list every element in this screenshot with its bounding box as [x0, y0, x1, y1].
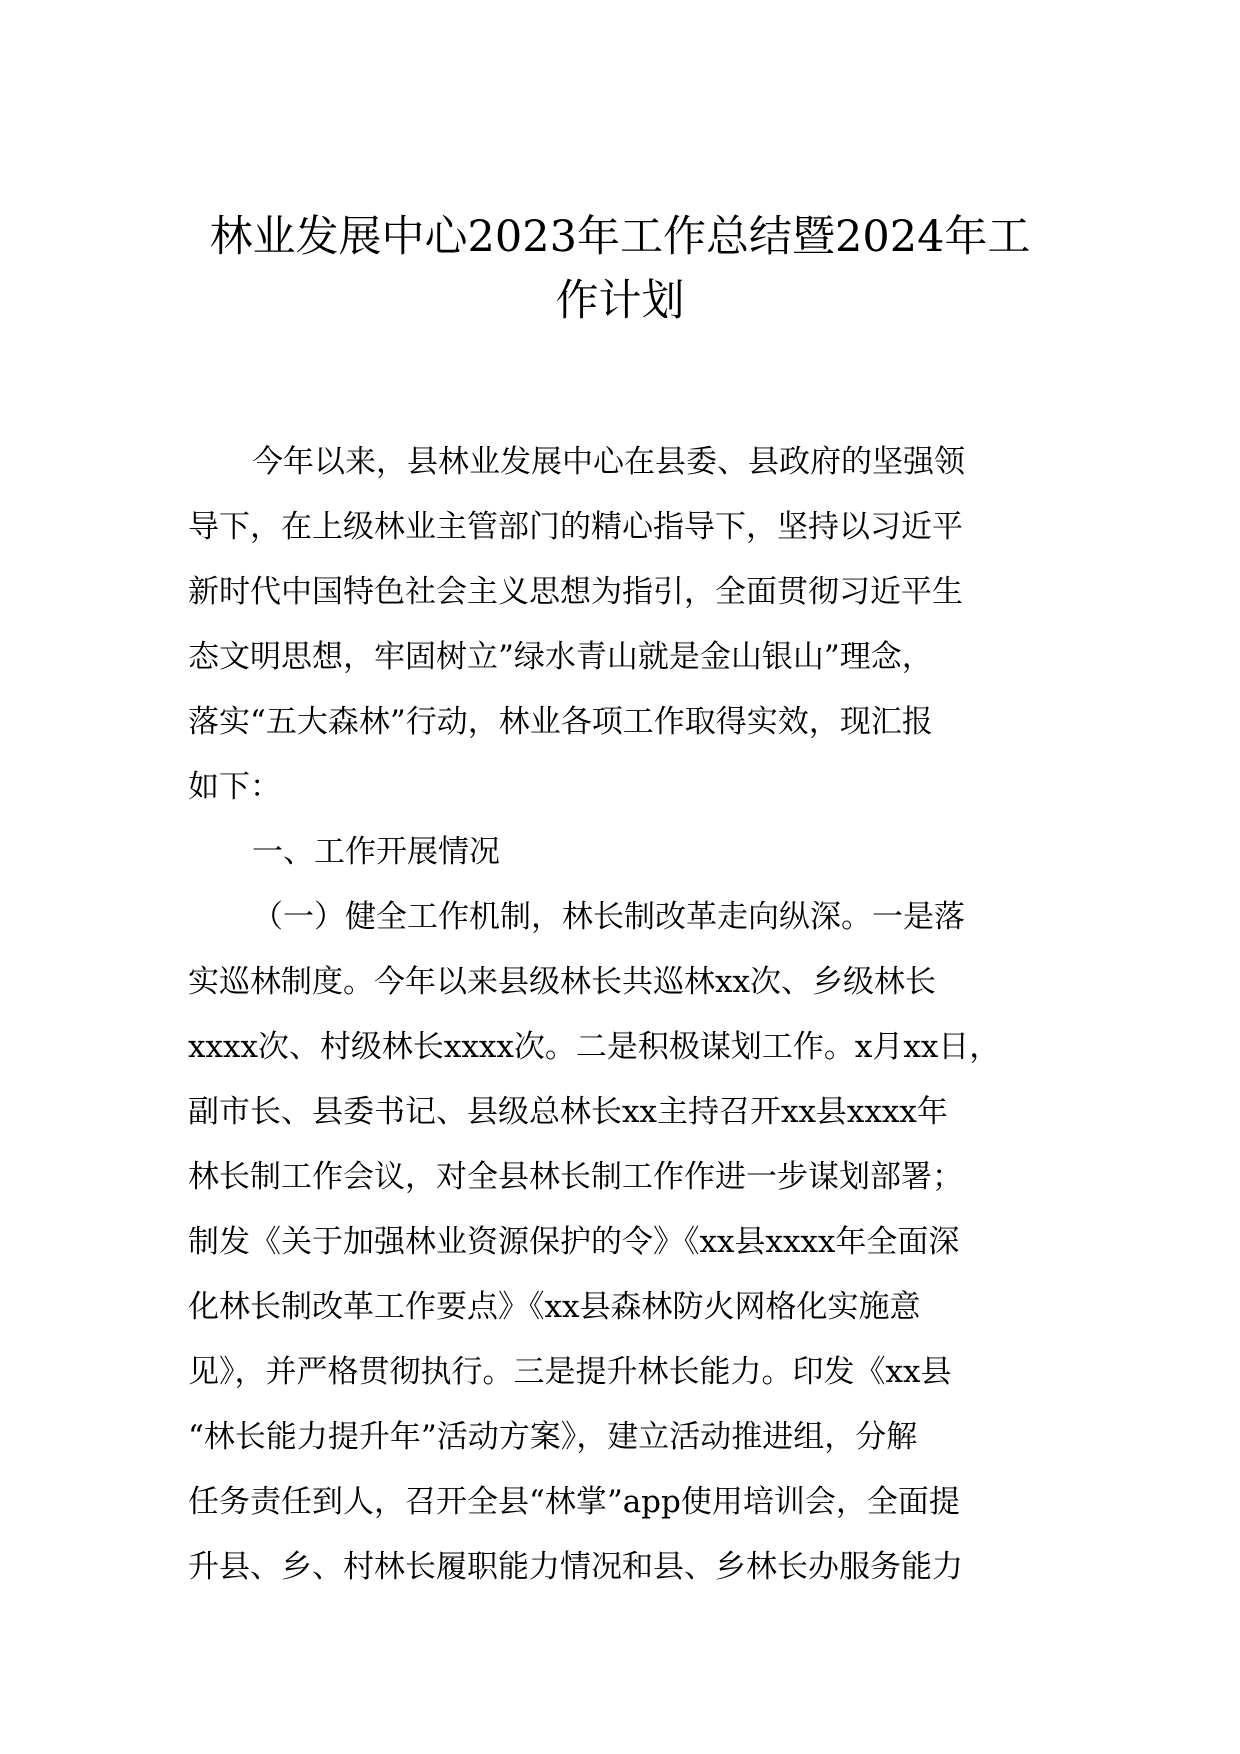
paragraph-line: （一）健全工作机制，林长制改革走向纵深。一是落 [252, 899, 965, 935]
paragraph-line: 制发《关于加强林业资源保护的令》《xx县xxxx年全面深 [188, 1224, 960, 1260]
paragraph-line: 导下，在上级林业主管部门的精心指导下，坚持以习近平 [188, 509, 963, 545]
paragraph-line: 如下： [188, 769, 281, 805]
paragraph-line: 新时代中国特色社会主义思想为指引，全面贯彻习近平生 [188, 574, 963, 610]
paragraph-line: xxxx次、村级林长xxxx次。二是积极谋划工作。x月xx日， [188, 1029, 1001, 1065]
title-line-1: 林业发展中心2023年工作总结暨2024年工 [209, 212, 1031, 262]
paragraph-line: 升县、乡、村林长履职能力情况和县、乡林长办服务能力 [188, 1549, 963, 1585]
section-heading: 一、工作开展情况 [252, 834, 500, 870]
paragraph-line: “林长能力提升年”活动方案》，建立活动推进组，分解 [188, 1419, 918, 1455]
paragraph-line: 见》，并严格贯彻执行。三是提升林长能力。印发《xx县 [188, 1354, 952, 1390]
paragraph-line: 落实“五大森林”行动，林业各项工作取得实效，现汇报 [188, 704, 933, 740]
paragraph-line: 今年以来，县林业发展中心在县委、县政府的坚强领 [252, 444, 965, 480]
title-line-2: 作计划 [555, 276, 685, 326]
paragraph-line: 化林长制改革工作要点》《xx县森林防火网格化实施意 [188, 1289, 921, 1325]
paragraph-line: 任务责任到人，召开全县“林掌”app使用培训会，全面提 [188, 1484, 960, 1520]
paragraph-line: 实巡林制度。今年以来县级林长共巡林xx次、乡级林长 [188, 964, 936, 1000]
document-title [150, 205, 1090, 333]
paragraph-line: 副市长、县委书记、县级总林长xx主持召开xx县xxxx年 [188, 1094, 948, 1130]
paragraph-line: 林长制工作会议，对全县林长制工作作进一步谋划部署； [188, 1159, 963, 1195]
paragraph-line: 态文明思想，牢固树立”绿水青山就是金山银山”理念， [188, 639, 933, 675]
document-body [188, 430, 1088, 1600]
